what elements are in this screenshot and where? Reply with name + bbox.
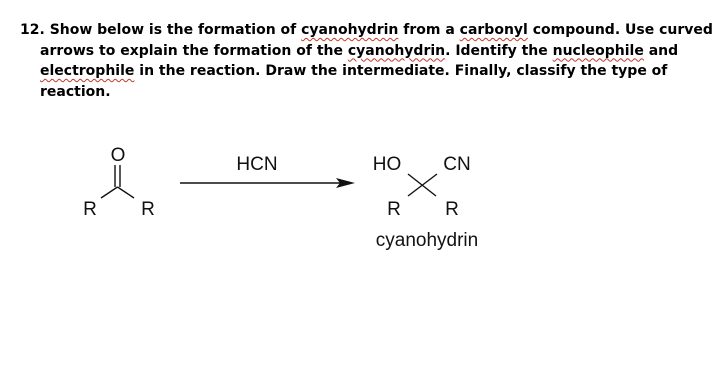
question-text-segment: reaction. bbox=[40, 83, 111, 100]
question-text-segment: in the reaction. Draw the intermediate. Finally, classify the type of bbox=[134, 63, 668, 79]
question-text-segment: and bbox=[643, 42, 679, 59]
product-ho-label: HO bbox=[372, 154, 402, 175]
question-text-segment: arrows to explain the formation of the bbox=[40, 42, 348, 59]
product-r-right-label: R bbox=[445, 199, 459, 220]
spellcheck-word: cyanohydrin bbox=[347, 42, 446, 59]
carbonyl-right-bond bbox=[118, 187, 135, 198]
reaction-arrow-group bbox=[180, 154, 355, 188]
product-caption: cyanohydrin bbox=[375, 230, 479, 251]
spellcheck-word: cyanohydrin bbox=[301, 22, 399, 38]
product-r-left-label: R bbox=[387, 199, 401, 220]
question-number: 12. bbox=[20, 22, 45, 38]
carbonyl-left-bond bbox=[101, 187, 118, 198]
spellcheck-word: carbonyl bbox=[459, 22, 528, 38]
spellcheck-word: nucleophile bbox=[552, 42, 644, 59]
carbonyl-compound bbox=[83, 145, 155, 220]
carbonyl-r-left-label: R bbox=[83, 199, 97, 220]
question-text-segment: Show below is the formation of bbox=[49, 22, 302, 38]
product-cn-label: CN bbox=[443, 154, 471, 175]
cyanohydrin-product bbox=[373, 154, 478, 251]
question-text-segment: compound. Use curved bbox=[527, 22, 713, 38]
carbonyl-oxygen-label: O bbox=[110, 145, 126, 166]
spellcheck-word: electrophile bbox=[40, 63, 135, 79]
carbonyl-r-right-label: R bbox=[141, 199, 155, 220]
reagent-label: HCN bbox=[236, 154, 278, 175]
question-text-segment: . Identify the bbox=[445, 42, 553, 59]
question-text-segment: from a bbox=[398, 22, 460, 38]
